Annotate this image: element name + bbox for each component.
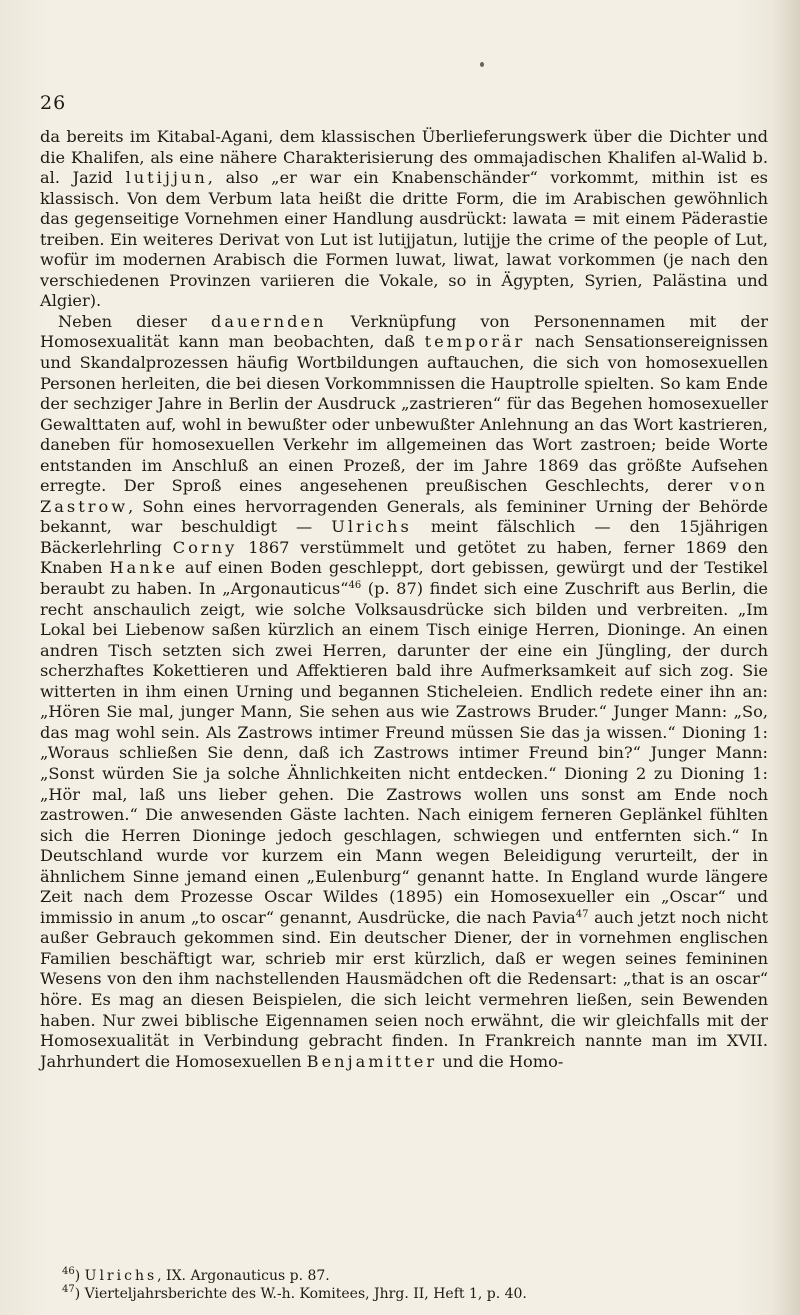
spaced-name: Hanke <box>109 558 179 578</box>
spaced-name: Ulrichs <box>331 517 412 537</box>
footnote-47: $^{47}$) Vierteljahrsberichte des W.-h. Komitees, Jhrg. II, Heft 1, p. 40. <box>62 1284 527 1302</box>
page-edge-shadow <box>772 0 800 1315</box>
footnotes <box>62 1267 762 1303</box>
spaced-name: von Zastrow <box>40 476 768 516</box>
ink-speck <box>480 62 484 67</box>
footnote-marker: 46 <box>348 580 362 592</box>
spaced-name: Corny <box>172 537 238 557</box>
paragraph-2: Neben dieser dauernden Verknüpfung von Personennamen mit der Homosexualität kann man beobachten, daß temporär nach Sensationsereignissen und Skandalprozessen häufig Wortbildungen auftauchen, die sich von homosexuellen Personen herleiten, die bei diesen Vorkommnissen die Hauptrolle spielten. So kam Ende der sechziger Jahre in Berlin der Ausdruck „zastrieren“ für das Begehen homosexueller Gewalttaten auf, wohl in bewußter oder unbewußter Anlehnung an das Wort kastrieren, daneben für homosexuellen Verkehr im allgemeinen das Wort zastroen; beide Worte entstanden im Anschluß an einen Prozeß, der im Jahre 1869 das größte Aufsehen erregte. Der Sproß eines angesehenen preußischen Geschlechts, derer von Zastrow, Sohn eines hervorragenden Generals, als femininer Urning der Behörde bekannt, war beschuldigt — Ulrichs meint fälschlich — den 15jährigen Bäckerlehrling Corny 1867 verstümmelt und getötet zu haben, ferner 1869 den Knaben Hanke auf einen Boden geschleppt, dort gebissen, gewürgt und der Testikel beraubt zu haben. In „Argonauticus“$^{46}$ (p. 87) findet sich eine Zuschrift aus Berlin, die recht anschaulich zeigt, wie solche Volksausdrücke sich bilden und verbreiten. „Im Lokal bei Liebenow saßen kürzlich an einem Tisch einige Herren, Dioninge. An einen andren Tisch setzten sich zwei Herren, darunter der eine ein Jüngling, der durch scherzhaftes Kokettieren und Affektieren bald ihre Aufmerksamkeit auf sich zog. Sie witterten in ihm einen Urning und begannen Sticheleien. Endlich redete einer ihn an: „Hören Sie mal, junger Mann, Sie sehen aus wie Zastrows Bruder.“ Junger Mann: „So, das mag wohl sein. Als Zastrows intimer Freund müssen Sie das ja wissen.“ Dioning 1: „Woraus schließen Sie denn, daß ich Zastrows intimer Freund bin?“ Junger Mann: „Sonst würden Sie ja solche Ähnlichkeiten nicht entdecken.“ Dioning 2 zu Dioning 1: „Hör mal, laß uns lieber gehen. Die Zastrows wollen uns sonst am Ende noch zastrowen.“ Die anwesenden Gäste lachten. Nach einigem ferneren Geplänkel fühlten sich die Herren Dioninge jedoch geschlagen, schwiegen und entfernten sich.“ In Deutschland wurde vor kurzem ein Mann wegen Beleidigung verurteilt, der in ähnlichem Sinne jemand einen „Eulenburg“ genannt hatte. In England wurde längere Zeit nach dem Prozesse Oscar Wildes (1895) ein Homosexueller ein „Oscar“ und immissio in anum „to oscar“ genannt, Ausdrücke, die nach Pavia$^{47}$ auch jetzt noch nicht außer Gebrauch gekommen sind. Ein deutscher Diener, der in vornehmen englischen Familien beschäftigt war, schrieb mir erst kürzlich, daß er wegen seines femininen Wesens von den ihm nachstellenden Hausmädchen oft die Redensart: „that is an oscar“ höre. Es mag an diesen Beispielen, die sich leicht vermehren ließen, sein Bewenden haben. Nur zwei biblische Eigennamen seien noch erwähnt, die wir gleichfalls mit der Homosexualität in Verbindung gebracht finden. In Frankreich nannte man im XVII. Jahrhundert die Homosexuellen Benjamitter und die Homo- <box>40 311 769 1071</box>
spaced-word: lutijjun <box>125 168 208 188</box>
paragraph-1: da bereits im Kitabal-Agani, dem klassischen Überlieferungswerk über die Dichter und die Khalifen, als eine nähere Charakterisierung des ommajadischen Khalifen al-Walid b. al. Jazid lutijjun, also „er war ein Knabenschänder“ vorkommt, mithin ist es klassisch. Von dem Verbum lata heißt die dritte Form, die im Arabischen gewöhnlich das gegenseitige Vornehmen einer Handlung ausdrückt: lawata = mit einem Päderastie treiben. Ein weiteres Derivat von Lut ist lutijjatun, lutijje the crime of the people of Lut, wofür im modernen Arabisch die Formen luwat, liwat, lawat vorkommen (je nach den verschiedenen Provinzen variieren die Vokale, so in Ägypten, Syrien, Palästina und Algier). <box>40 127 768 311</box>
spaced-name: Benjamitter <box>306 1051 438 1071</box>
page-number: 26 <box>40 92 67 114</box>
spaced-word: temporär <box>424 332 526 352</box>
footnote-marker: 47 <box>575 908 589 920</box>
body-text <box>40 127 768 1072</box>
spaced-word: dauernden <box>210 311 327 331</box>
footnote-46: $^{46}$) Ulrichs, IX. Argonauticus p. 87. <box>62 1266 330 1284</box>
